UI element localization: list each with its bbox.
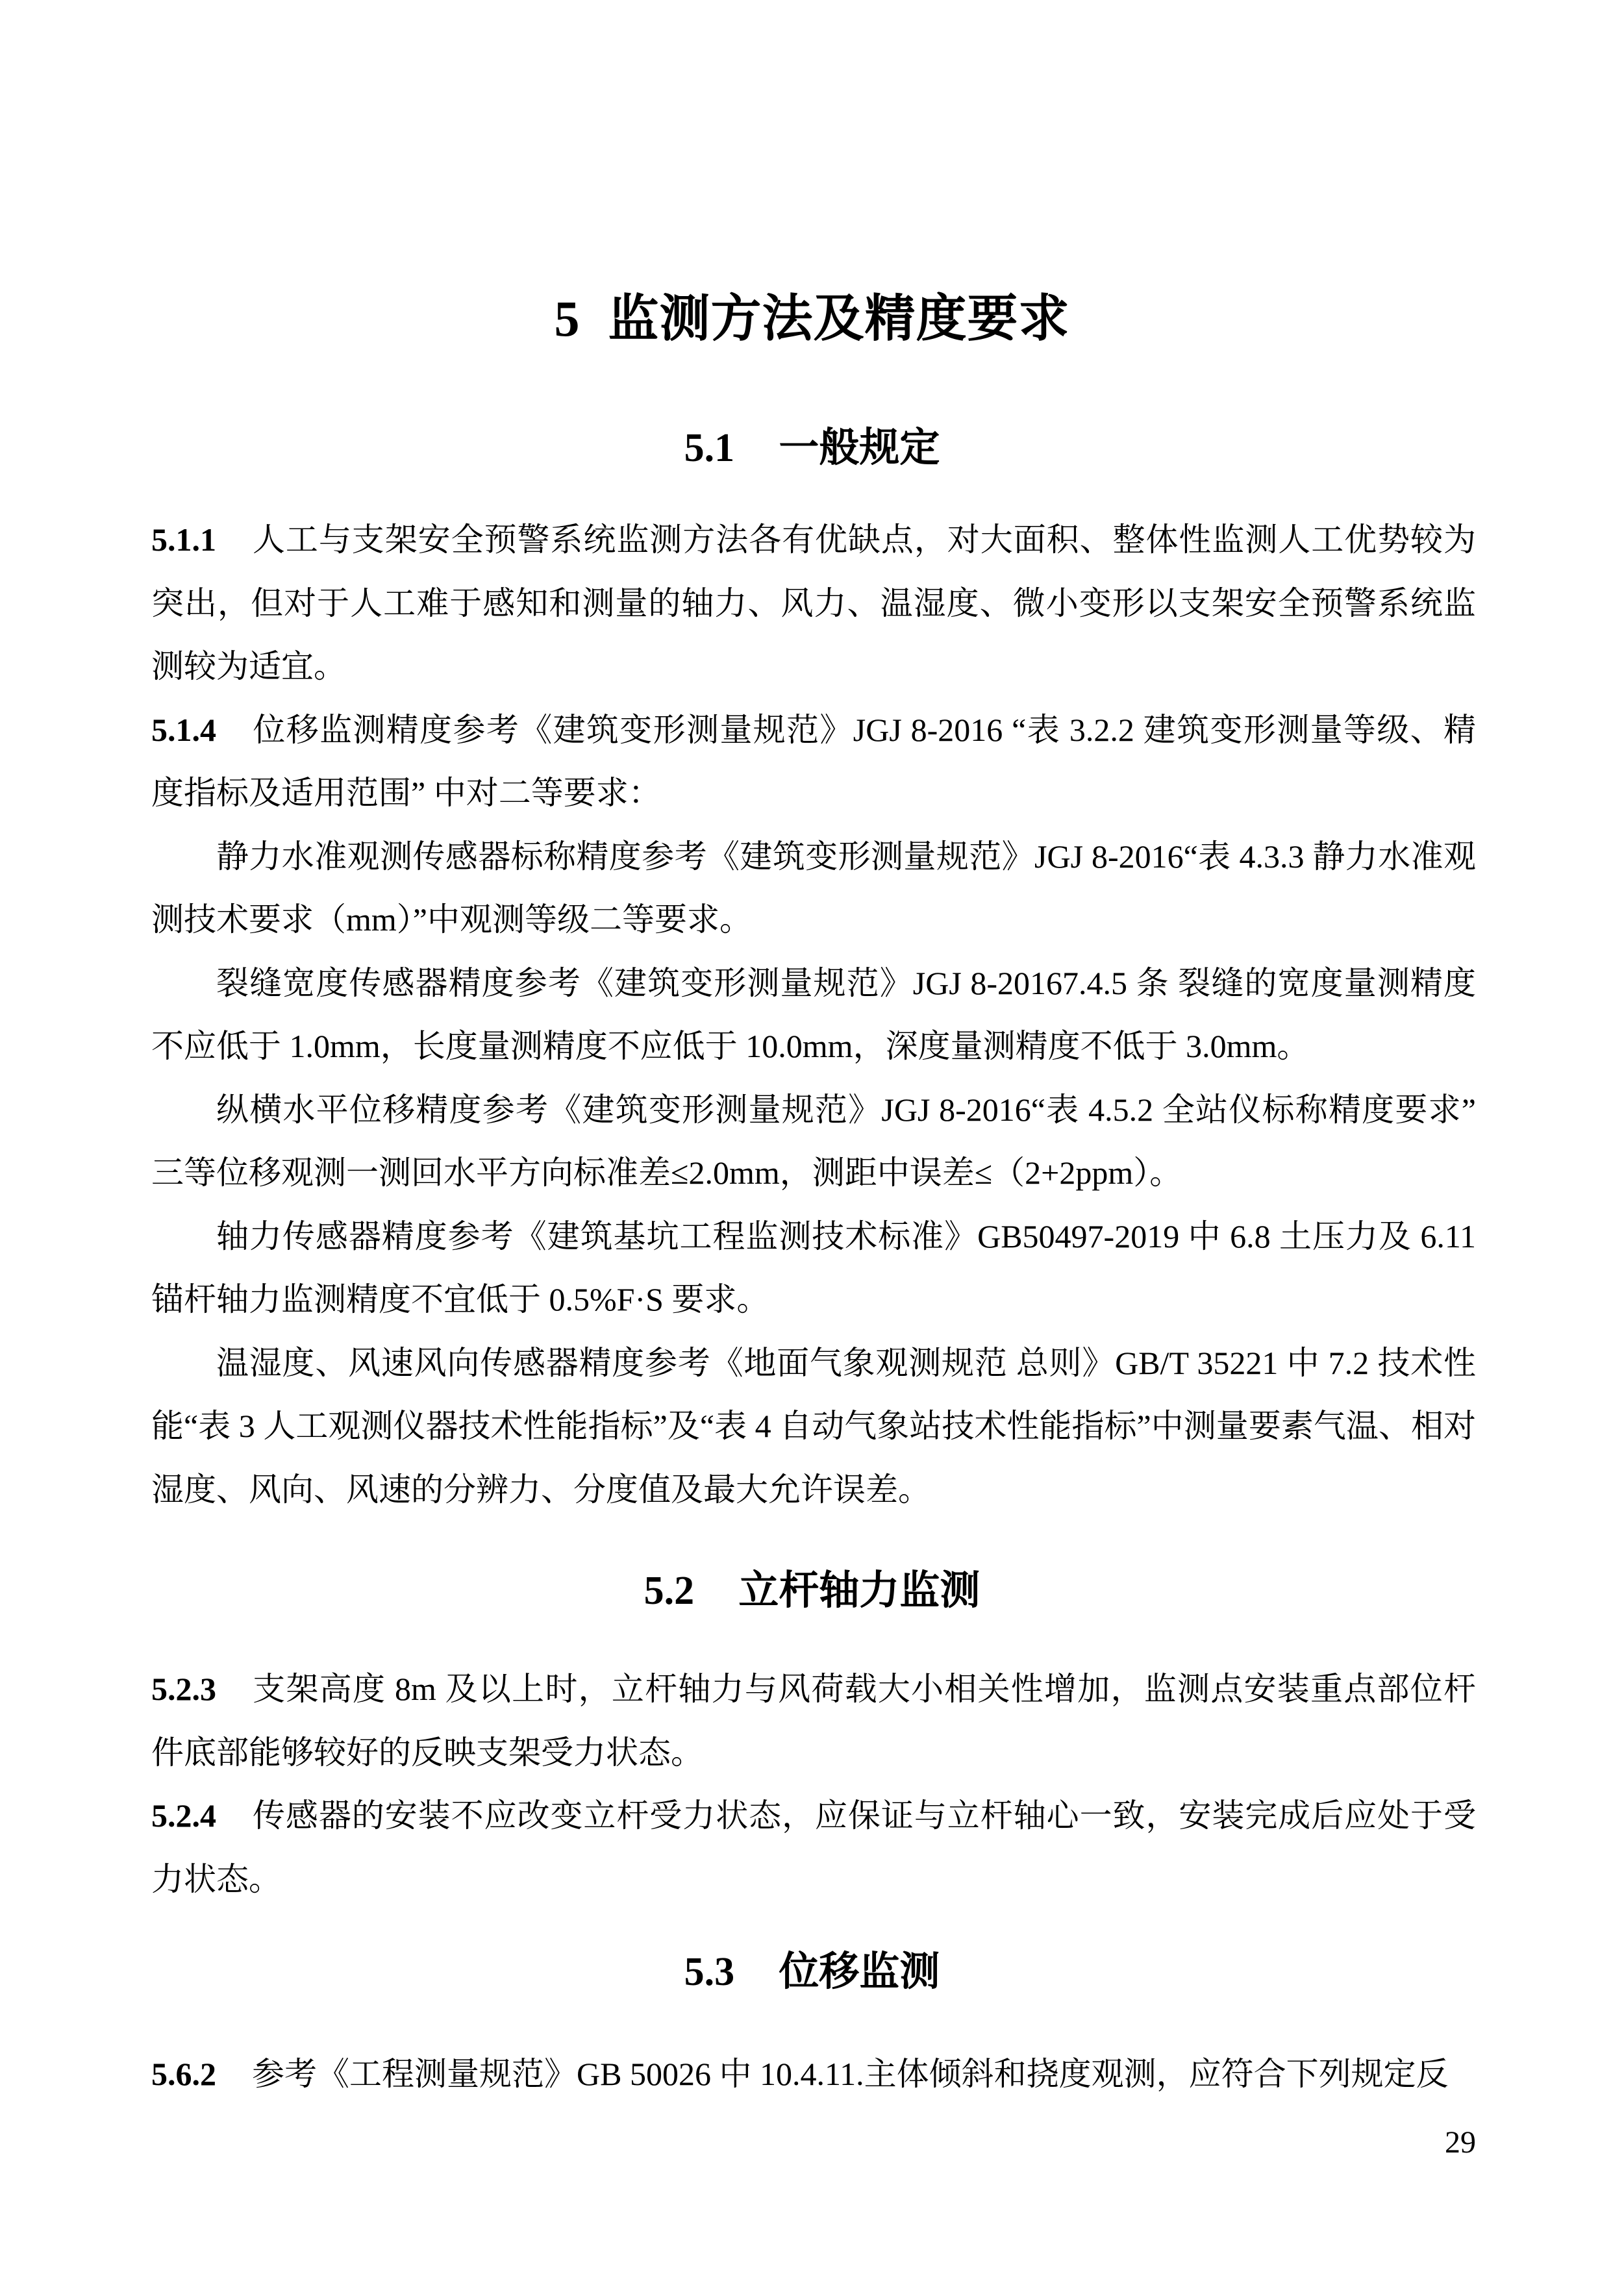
chapter-title-label: 监测方法及精度要求 <box>608 290 1070 347</box>
section-51-heading <box>0 422 1624 474</box>
section-51-body <box>151 508 1476 1521</box>
clause-5-1-4 <box>151 699 1476 825</box>
section-51-number: 5.1 <box>684 426 735 470</box>
section-52-heading <box>0 1565 1624 1617</box>
section-53-number: 5.3 <box>684 1950 735 1994</box>
paragraph-crack-width: 裂缝宽度传感器精度参考《建筑变形测量规范》JGJ 8-20167.4.5 条 裂缝的宽度量测精度不应低于 1.0mm，长度量测精度不应低于 10.0mm，深度量测精度不低于 3.0mm。 <box>151 964 1476 1064</box>
clause-5-2-4-number: 5.2.4 <box>151 1797 216 1834</box>
clause-5-1-1-number: 5.1.1 <box>151 521 216 558</box>
section-52-number: 5.2 <box>643 1569 695 1613</box>
paragraph-static-leveling: 静力水准观测传感器标称精度参考《建筑变形测量规范》JGJ 8-2016“表 4.3.3 静力水准观测技术要求（mm）”中观测等级二等要求。 <box>151 838 1476 938</box>
section-52-body <box>151 1658 1476 1911</box>
clause-5-2-4 <box>151 1784 1476 1911</box>
clause-5-2-3 <box>151 1658 1476 1784</box>
section-53-label: 位移监测 <box>779 1950 940 1994</box>
section-52-label: 立杆轴力监测 <box>738 1569 981 1613</box>
clause-5-6-2-text: 参考《工程测量规范》GB 50026 中 10.4.11.主体倾斜和挠度观测，应符合下列规定反 <box>252 2056 1449 2092</box>
clause-5-6-2 <box>151 2043 1476 2106</box>
section-53-heading <box>0 1946 1624 1998</box>
clause-5-2-3-number: 5.2.3 <box>151 1671 216 1707</box>
clause-5-1-1 <box>151 508 1476 699</box>
clause-5-1-4-number: 5.1.4 <box>151 711 216 748</box>
clause-5-1-4-text: 位移监测精度参考《建筑变形测量规范》JGJ 8-2016 “表 3.2.2 建筑变形测量等级、精度指标及适用范围” 中对二等要求： <box>151 711 1476 811</box>
paragraph-axial-force-sensor: 轴力传感器精度参考《建筑基坑工程监测技术标准》GB50497-2019 中 6.8 土压力及 6.11 锚杆轴力监测精度不宜低于 0.5%F·S 要求。 <box>151 1217 1476 1317</box>
paragraph-weather-sensor: 温湿度、风速风向传感器精度参考《地面气象观测规范 总则》GB/T 35221 中 7.2 技术性能“表 3 人工观测仪器技术性能指标”及“表 4 自动气象站技术性能指标”中测量要素气温、相对湿度、风向、风速的分辨力、分度值及最大允许误差。 <box>151 1344 1476 1508</box>
clause-5-6-2-number: 5.6.2 <box>151 2056 216 2092</box>
chapter-title <box>0 286 1624 351</box>
section-51-label: 一般规定 <box>779 426 940 470</box>
page-number: 29 <box>1445 2125 1476 2160</box>
section-53-body <box>151 2043 1476 2106</box>
paragraph-horizontal-displacement: 纵横水平位移精度参考《建筑变形测量规范》JGJ 8-2016“表 4.5.2 全站仪标称精度要求”三等位移观测一测回水平方向标准差≤2.0mm，测距中误差≤（2+2ppm）。 <box>151 1091 1476 1191</box>
chapter-number: 5 <box>554 290 581 347</box>
clause-5-1-1-text: 人工与支架安全预警系统监测方法各有优缺点，对大面积、整体性监测人工优势较为突出，但对于人工难于感知和测量的轴力、风力、温湿度、微小变形以支架安全预警系统监测较为适宜。 <box>151 521 1476 684</box>
clause-5-2-4-text: 传感器的安装不应改变立杆受力状态，应保证与立杆轴心一致，安装完成后应处于受力状态。 <box>151 1797 1476 1897</box>
clause-5-2-3-text: 支架高度 8m 及以上时，立杆轴力与风荷载大小相关性增加，监测点安装重点部位杆件底部能够较好的反映支架受力状态。 <box>151 1671 1476 1771</box>
